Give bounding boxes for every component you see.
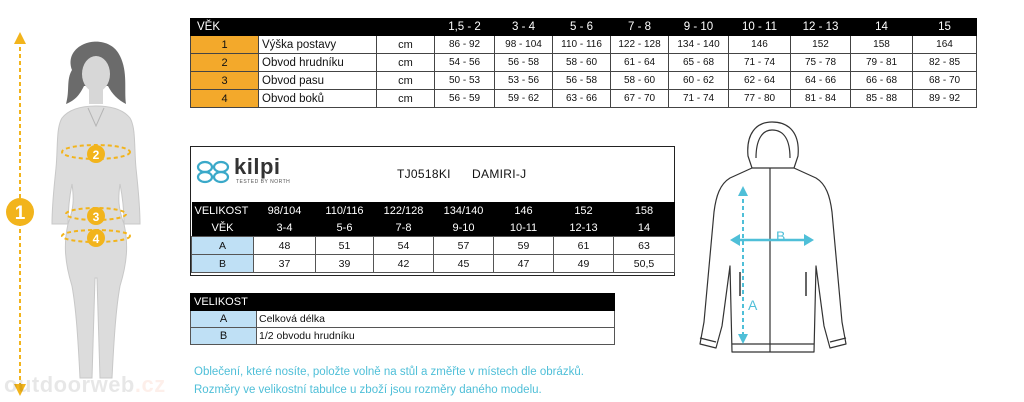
row-unit: cm [377,36,435,54]
table-cell: 98 - 104 [495,36,553,54]
table-cell: 75 - 78 [791,54,851,72]
age-column: 5-6 [316,219,374,237]
kilpi-logo [196,154,291,189]
table-cell: 50,5 [614,255,675,273]
row-name: Obvod boků [259,90,377,108]
table-cell: 50 - 53 [435,72,495,90]
table-cell: 58 - 60 [611,72,669,90]
table-cell: 54 [374,237,434,255]
model-code: TJ0518KI [397,167,451,181]
size-column: 134/140 [434,202,494,219]
table-cell: 89 - 92 [913,90,977,108]
woman-measurement-figure [0,28,180,402]
table-cell: 57 [434,237,494,255]
table-cell: 86 - 92 [435,36,495,54]
age-column: 9 - 10 [669,19,729,36]
age-label: VĚK [192,219,254,237]
age-column: 14 [614,219,675,237]
row-label: B [192,255,254,273]
age-column: 1,5 - 2 [435,19,495,36]
row-label: A [192,237,254,255]
size-column: 158 [614,202,675,219]
measurement-legend-table [190,293,615,345]
legend-description: 1/2 obvodu hrudníku [257,328,615,345]
table-cell: 49 [554,255,614,273]
table-cell: 45 [434,255,494,273]
measurement-note-1: Oblečení, které nosíte, položte volně na stůl a změřte v místech dle obrázků. [194,366,584,378]
legend-description: Celková délka [257,311,615,328]
row-name: Výška postavy [259,36,377,54]
row-name: Obvod pasu [259,72,377,90]
age-column: 12-13 [554,219,614,237]
table-cell: 51 [316,237,374,255]
table-cell: 62 - 64 [729,72,791,90]
table-cell: 79 - 81 [851,54,913,72]
table-cell: 110 - 116 [553,36,611,54]
age-column: 5 - 6 [553,19,611,36]
table-cell: 65 - 68 [669,54,729,72]
table-cell: 60 - 62 [669,72,729,90]
table-cell: 152 [791,36,851,54]
model-title [397,167,526,181]
row-unit: cm [377,72,435,90]
table-cell: 42 [374,255,434,273]
size-column: 122/128 [374,202,434,219]
table-cell: 37 [254,255,316,273]
size-label: VELIKOST [192,202,254,219]
svg-text:1: 1 [14,203,26,224]
size-column: 98/104 [254,202,316,219]
table-cell: 71 - 74 [729,54,791,72]
size-column: 110/116 [316,202,374,219]
general-size-table [190,18,977,108]
age-column: 7-8 [374,219,434,237]
table-row [192,255,675,273]
kilpi-knot-icon [196,157,230,187]
table-cell: 82 - 85 [913,54,977,72]
size-row [192,202,675,219]
table-cell: 71 - 74 [669,90,729,108]
svg-text:2: 2 [92,148,100,162]
svg-text:3: 3 [92,210,100,224]
table-cell: 48 [254,237,316,255]
age-column: 10-11 [494,219,554,237]
table-cell: 81 - 84 [791,90,851,108]
size-column: 152 [554,202,614,219]
table-cell: 64 - 66 [791,72,851,90]
brand-tagline: TESTED BY NORTH [236,179,291,185]
table-cell: 164 [913,36,977,54]
age-column: 3-4 [254,219,316,237]
brand-name: kilpi [234,154,281,179]
table-cell: 67 - 70 [611,90,669,108]
watermark: outdoorweb.cz [4,372,166,397]
row-number: 3 [191,72,259,90]
age-column: 10 - 11 [729,19,791,36]
legend-letter: B [191,328,257,345]
table-cell: 56 - 58 [495,54,553,72]
table-row [191,72,977,90]
marker-4-icon [87,229,105,247]
age-column: 7 - 8 [611,19,669,36]
table-cell: 158 [851,36,913,54]
table-cell: 61 - 64 [611,54,669,72]
table-cell: 54 - 56 [435,54,495,72]
marker-2-icon [87,145,105,163]
age-column: 15 [913,19,977,36]
table-row [192,237,675,255]
table-cell: 59 - 62 [495,90,553,108]
model-name: DAMIRI-J [472,167,527,181]
row-unit: cm [377,90,435,108]
row-number: 2 [191,54,259,72]
table-cell: 146 [729,36,791,54]
legend-header-label: VELIKOST [191,294,615,311]
product-size-table [190,146,675,276]
marker-3-icon [87,207,105,225]
table-cell: 85 - 88 [851,90,913,108]
table-cell: 58 - 60 [553,54,611,72]
jacket-label-a: A [748,297,758,313]
table-cell: 63 [614,237,675,255]
table-cell: 66 - 68 [851,72,913,90]
age-column: 9-10 [434,219,494,237]
row-name: Obvod hrudníku [259,54,377,72]
age-column: 3 - 4 [495,19,553,36]
row-number: 4 [191,90,259,108]
table-row [191,90,977,108]
size-column: 146 [494,202,554,219]
table-cell: 56 - 58 [553,72,611,90]
table-row [191,54,977,72]
jacket-measurement-figure [690,116,860,366]
table-cell: 68 - 70 [913,72,977,90]
row-unit: cm [377,54,435,72]
table-cell: 63 - 66 [553,90,611,108]
table-cell: 56 - 59 [435,90,495,108]
table-cell: 39 [316,255,374,273]
age-column: 14 [851,19,913,36]
table-cell: 53 - 56 [495,72,553,90]
table-row [191,311,615,328]
size-table-header [191,19,977,36]
table-cell: 47 [494,255,554,273]
table-row [191,36,977,54]
table-cell: 61 [554,237,614,255]
legend-header [191,294,615,311]
table-cell: 77 - 80 [729,90,791,108]
row-number: 1 [191,36,259,54]
table-cell: 59 [494,237,554,255]
age-column: 12 - 13 [791,19,851,36]
marker-1-icon [6,198,34,226]
legend-letter: A [191,311,257,328]
age-row [192,219,675,237]
age-header-label: VĚK [191,19,377,36]
table-row [191,328,615,345]
svg-text:4: 4 [92,232,100,246]
jacket-label-b: B [776,228,786,244]
measurement-note-2: Rozměry ve velikostní tabulce u zboží jsou rozměry daného modelu. [194,384,542,396]
table-cell: 122 - 128 [611,36,669,54]
table-cell: 134 - 140 [669,36,729,54]
